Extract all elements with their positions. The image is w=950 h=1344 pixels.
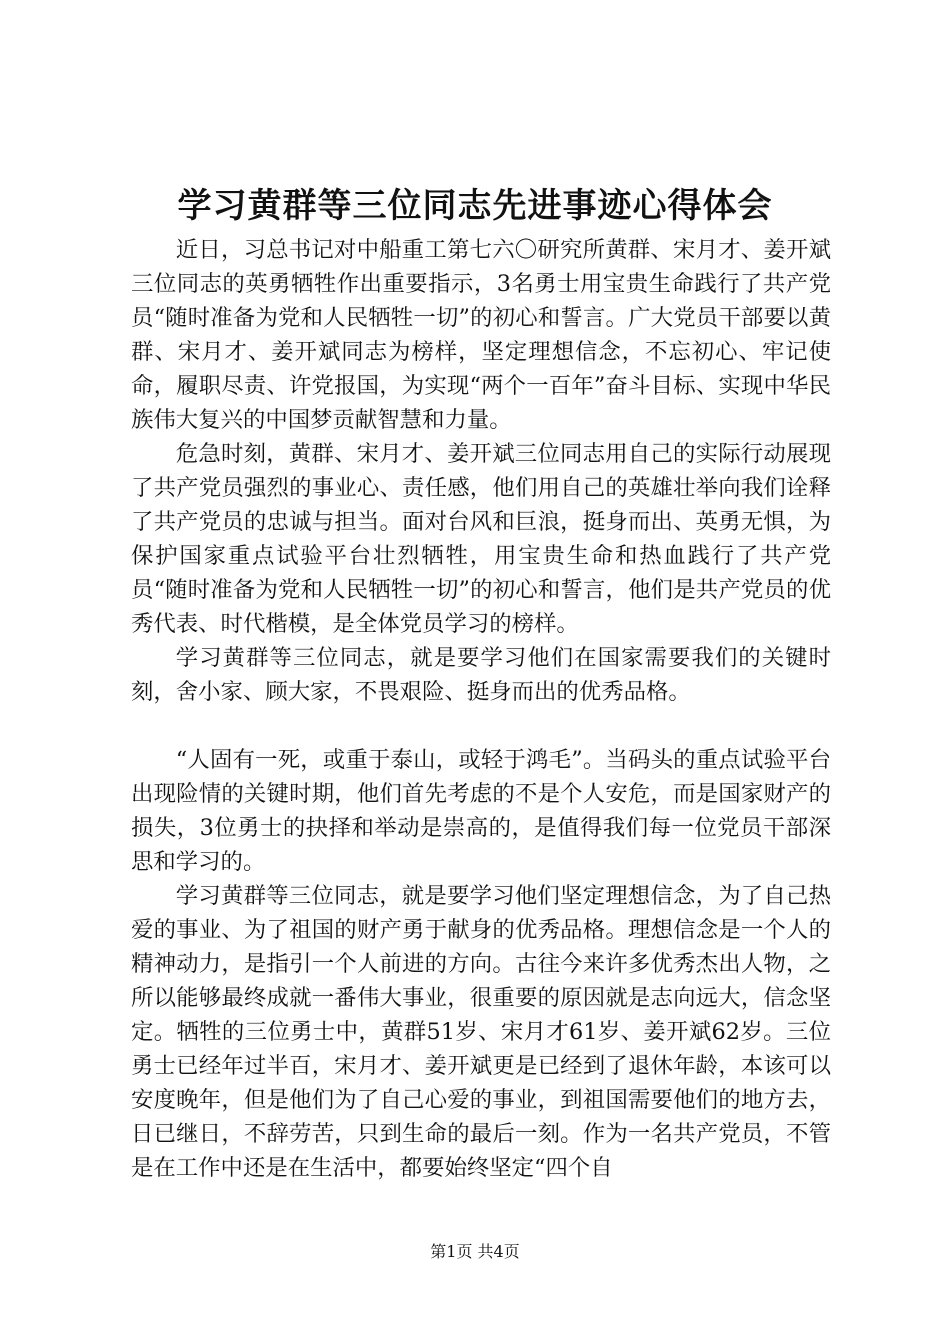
page-number-footer: 第1页 共4页 bbox=[430, 1242, 520, 1261]
paragraph-spacer bbox=[131, 709, 831, 743]
paragraph-1: 近日，习总书记对中船重工第七六〇研究所黄群、宋月才、姜开斌三位同志的英勇牺牲作出重要指示，3名勇士用宝贵生命践行了共产党员“随时准备为党和人民牺牲一切”的初心和誓言。广大党员干部要以黄群、宋月才、姜开斌同志为榜样，坚定理想信念，不忘初心、牢记使命，履职尽责、许党报国，为实现“两个一百年”奋斗目标、实现中华民族伟大复兴的中国梦贡献智慧和力量。 bbox=[131, 237, 831, 433]
paragraph-5: 学习黄群等三位同志，就是要学习他们坚定理想信念，为了自己热爱的事业、为了祖国的财产勇于献身的优秀品格。理想信念是一个人的精神动力，是指引一个人前进的方向。古往今来许多优秀杰出人物，之所以能够最终成就一番伟大事业，很重要的原因就是志向远大，信念坚定。牺牲的三位勇士中，黄群51岁、宋月才61岁、姜开斌62岁。三位勇士已经年过半百，宋月才、姜开斌更是已经到了退休年龄，本该可以安度晚年，但是他们为了自己心爱的事业，到祖国需要他们的地方去，日已继日，不辞劳苦，只到生命的最后一刻。作为一名共产党员，不管是在工作中还是在生活中，都要始终坚定“四个自 bbox=[131, 883, 831, 1181]
document-body bbox=[131, 233, 831, 1185]
document-title: 学习黄群等三位同志先进事迹心得体会 bbox=[177, 186, 773, 226]
paragraph-3: 学习黄群等三位同志，就是要学习他们在国家需要我们的关键时刻，舍小家、顾大家，不畏艰险、挺身而出的优秀品格。 bbox=[131, 645, 831, 705]
paragraph-4: “人固有一死，或重于泰山，或轻于鸿毛”。当码头的重点试验平台出现险情的关键时期，他们首先考虑的不是个人安危，而是国家财产的损失，3位勇士的抉择和举动是崇高的，是值得我们每一位党员干部深思和学习的。 bbox=[131, 747, 831, 875]
paragraph-2: 危急时刻，黄群、宋月才、姜开斌三位同志用自己的实际行动展现了共产党员强烈的事业心、责任感，他们用自己的英雄壮举向我们诠释了共产党员的忠诚与担当。面对台风和巨浪，挺身而出、英勇无惧，为保护国家重点试验平台壮烈牺牲，用宝贵生命和热血践行了共产党员“随时准备为党和人民牺牲一切”的初心和誓言，他们是共产党员的优秀代表、时代楷模，是全体党员学习的榜样。 bbox=[131, 441, 831, 637]
